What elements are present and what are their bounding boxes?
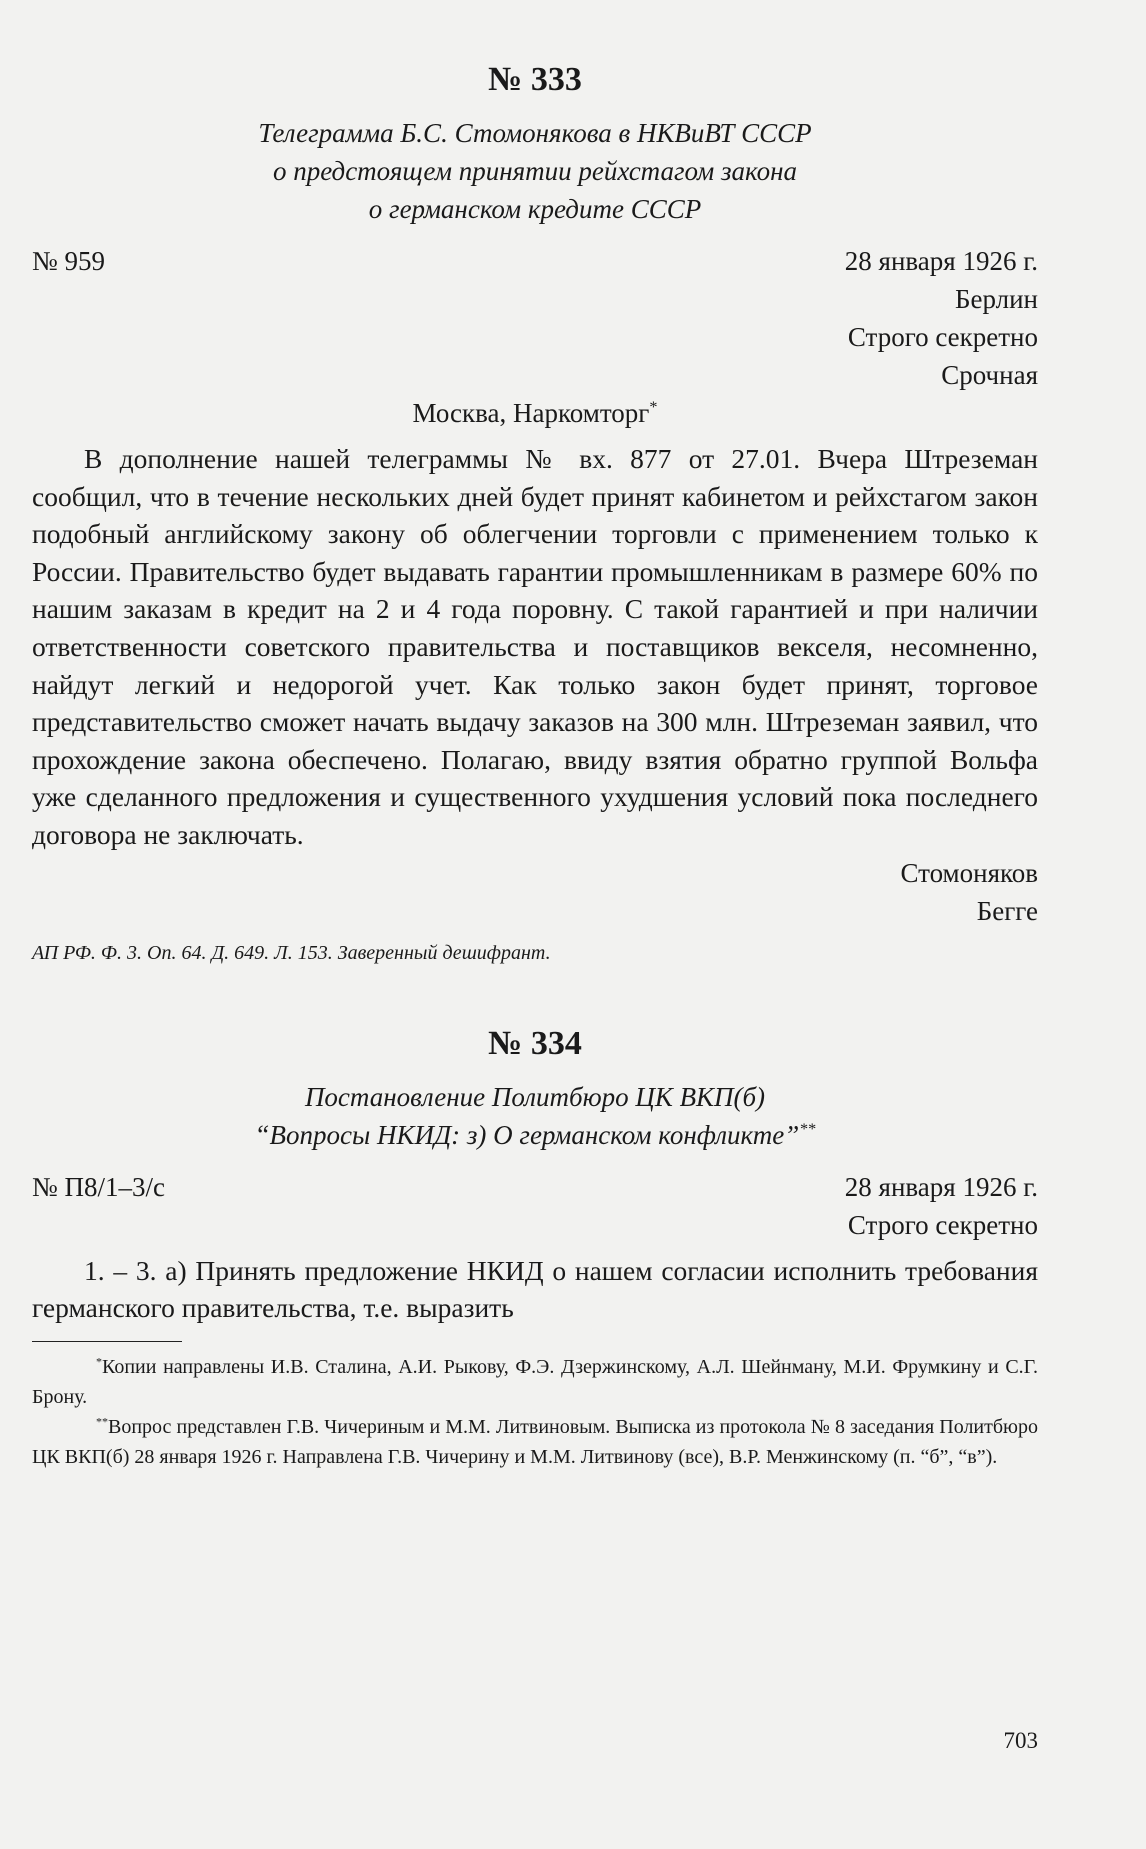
- doc-333-date: 28 января 1926 г.: [844, 246, 1038, 276]
- footnote-text: Вопрос представлен Г.В. Чичериным и М.М. Литвиновым. Выписка из протокола № 8 заседания Политбюро ЦК ВКП(б) 28 января 1926 г. Направлена Г.В. Чичерину и М.М. Литвинову (все), В.Р. Менжинскому (п. “б”, “в”).: [32, 1415, 1038, 1468]
- footnote-mark: *: [96, 1354, 102, 1369]
- page-number: 703: [1003, 1728, 1038, 1753]
- doc-334-date: 28 января 1926 г.: [844, 1171, 1038, 1202]
- doc-333-title-line: Телеграмма Б.С. Стомонякова в НКВиВТ СССР: [258, 118, 812, 148]
- footnote-text: Копии направлены И.В. Сталина, А.И. Рыкову, Ф.Э. Дзержинскому, А.Л. Шейнману, М.И. Фрумкину и С.Г. Брону.: [32, 1355, 1038, 1408]
- footnote-divider: [32, 1341, 182, 1342]
- doc-334-title-text: “Вопросы НКИД: з) О германском конфликте”: [254, 1119, 800, 1150]
- doc-334-secrecy: Строго секретно: [847, 1209, 1038, 1240]
- footnote-mark: **: [799, 1119, 816, 1138]
- footnote-mark: *: [649, 398, 658, 416]
- doc-333-title-line: о германском кредите СССР: [368, 194, 702, 224]
- footnote-1: [32, 1352, 1038, 1412]
- doc-334-title-line-2: [32, 1116, 1038, 1154]
- footnote-mark: **: [96, 1414, 108, 1429]
- doc-334-title-line: Постановление Политбюро ЦК ВКП(б): [304, 1081, 766, 1112]
- doc-333-body: В дополнение нашей телеграммы № вх. 877 от 27.01. Вчера Штреземан сообщил, что в течение нескольких дней будет принят кабинетом и рейхстагом закон подобный английскому закону об облегчении торговли с применением только к России. Правительство будет выдавать гарантии промышленникам в размере 60% по нашим заказам в кредит на 2 и 4 года поровну. С такой гарантией и при наличии ответственности советского правительства и поставщиков векселя, несомненно, найдут легкий и недорогой учет. Как только закон будет принят, торговое представительство сможет начать выдачу заказов на 300 млн. Штреземан заявил, что прохождение закона обеспечено. Полагаю, ввиду взятия обратно группой Вольфа уже сделанного предложения и существенного ухудшения условий пока последнего договора не заключать.: [32, 443, 1038, 850]
- doc-333-number: № 333: [488, 61, 582, 98]
- doc-333-source: АП РФ. Ф. 3. Оп. 64. Д. 649. Л. 153. Заверенный дешифрант.: [32, 941, 551, 964]
- doc-334-number: № 334: [488, 1024, 582, 1062]
- doc-333-reg-no: № 959: [32, 246, 106, 276]
- doc-334-meta-row: [32, 1168, 1038, 1206]
- doc-334-title: [32, 1078, 1038, 1154]
- footnote-2: [32, 1412, 1038, 1472]
- doc-333-title-line: о предстоящем принятии рейхстагом закона: [272, 156, 798, 186]
- doc-334-reg-no: № П8/1–3/с: [32, 1171, 165, 1202]
- doc-333-addressee-text: Москва, Наркомторг: [412, 398, 650, 428]
- section-gap: [32, 968, 1038, 1024]
- doc-333-secrecy: Строго секретно: [847, 322, 1038, 352]
- doc-333-place: Берлин: [954, 284, 1038, 314]
- doc-334-body: 1. – 3. а) Принять предложение НКИД о нашем согласии исполнить требования германского правительства, т.е. выразить: [32, 1254, 1038, 1324]
- doc-333-addressee: [32, 394, 1038, 432]
- doc-333-meta-row: [32, 242, 1038, 280]
- doc-333-signature-1: Стомоняков: [900, 857, 1038, 888]
- doc-333-signature-2: Бегге: [976, 895, 1038, 926]
- doc-333-urgency: Срочная: [941, 360, 1038, 390]
- doc-333-title: [32, 114, 1038, 228]
